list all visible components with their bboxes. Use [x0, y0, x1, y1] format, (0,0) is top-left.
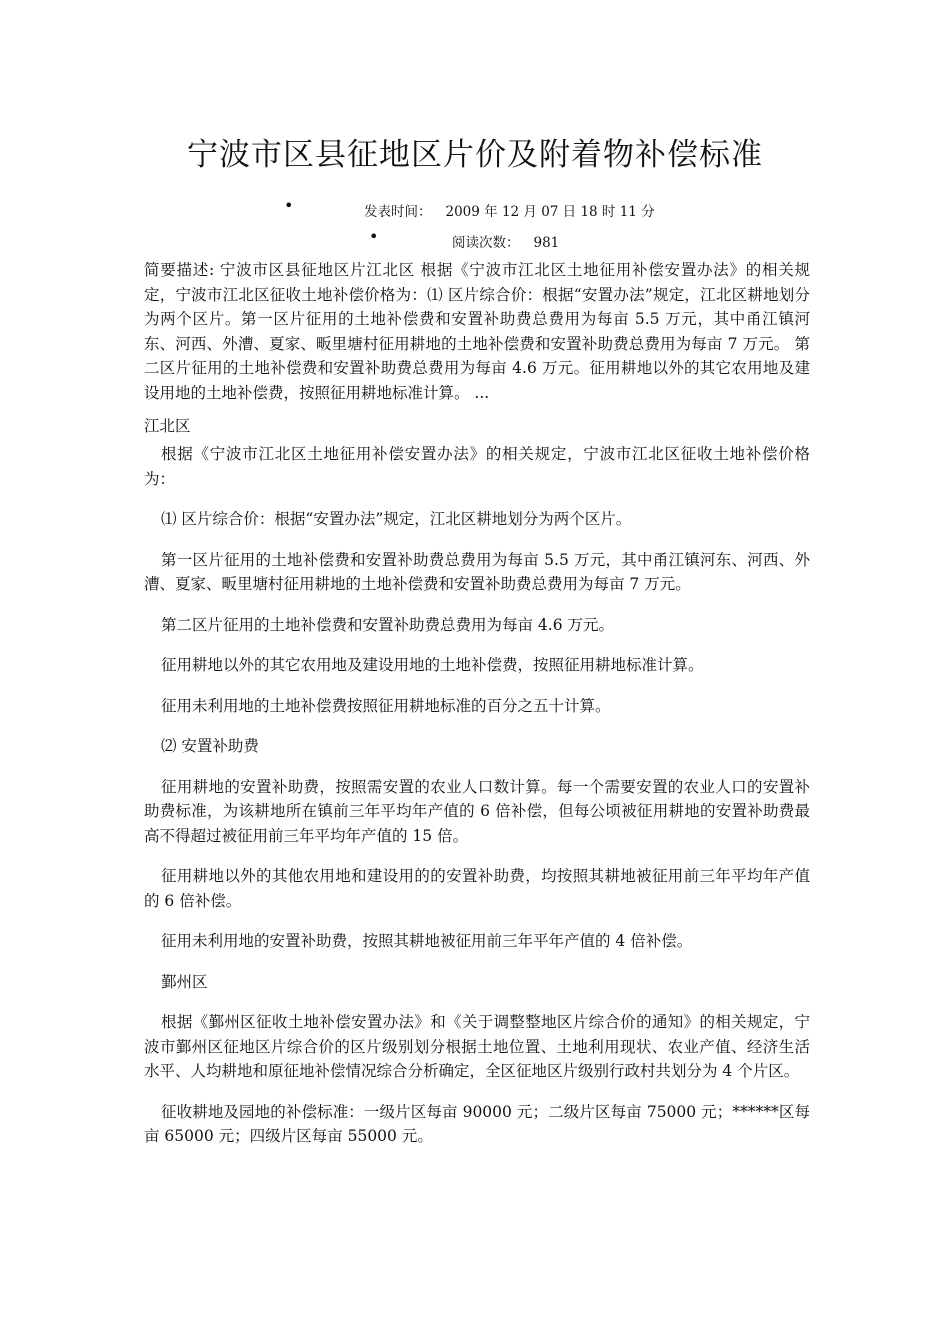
read-count-value: 981 [533, 235, 560, 251]
paragraph: 征用耕地以外的其他农用地和建设用的的安置补助费，均按照其耕地被征用前三年平均年产值的 6 倍补偿。 [144, 867, 810, 910]
paragraph: 征用未利用地的安置补助费，按照其耕地被征用前三年平年产值的 4 倍补偿。 [161, 932, 693, 950]
read-count-label: 阅读次数： [452, 235, 520, 251]
paragraph: 征用耕地的安置补助费，按照需安置的农业人口数计算。每一个需要安置的农业人口的安置补助费标准，为该耕地所在镇前三年平均年产值的 6 倍补偿，但每公顷被征用耕地的安置补助费最高不得超过被征用前三年平均年产值的 15 倍。 [144, 777, 810, 845]
bullet-icon: • [284, 196, 294, 215]
paragraph: 征收耕地及园地的补偿标准：一级片区每亩 90000 元；二级片区每亩 75000 元；******区每亩 65000 元；四级片区每亩 55000 元。 [144, 1102, 810, 1145]
paragraph: 第一区片征用的土地补偿费和安置补助费总费用为每亩 5.5 万元，其中甬江镇河东、河西、外漕、夏家、畈里塘村征用耕地的土地补偿费和安置补助费总费用为每亩 7 万元。 [144, 550, 810, 593]
paragraph: 根据《鄞州区征收土地补偿安置办法》和《关于调整整地区片综合价的通知》的相关规定，宁波市鄞州区征地区片综合价的区片级别划分根据土地位置、土地利用现状、农业产值、经济生活水平、人均耕地和原征地补偿情况综合分析确定，全区征地区片级别行政村共划分为 4 个片区。 [144, 1013, 810, 1080]
summary-text: 简要描述: 宁波市区县征地区片江北区 根据《宁波市江北区土地征用补偿安置办法》的相关规定，宁波市江北区征收土地补偿价格为：⑴ 区片综合价：根据“安置办法”规定，江北区耕地划分为两个区片。第一区片征用的土地补偿费和安置补助费总费用为每亩 5.5 万元，其中甬江镇河东、河西、外漕、夏家、畈里塘村征用耕地的土地补偿费和安置补助费总费用为每亩 7 万元。 第二区片征用的土地补偿费和安置补助费总费用为每亩 4.6 万元。征用耕地以外的其它农用地及建设用地的土地补偿费，按照征用耕地标准计算。 ... [144, 261, 810, 402]
section-heading-jiangbei: 江北区 [144, 417, 191, 435]
paragraph: 征用耕地以外的其它农用地及建设用地的土地补偿费，按照征用耕地标准计算。 [161, 656, 704, 674]
paragraph: 征用未利用地的土地补偿费按照征用耕地标准的百分之五十计算。 [161, 696, 611, 715]
paragraph: ⑵ 安置补助费 [161, 737, 259, 755]
publish-time-value: 2009 年 12 月 07 日 18 时 11 分 [445, 204, 655, 220]
read-count [452, 231, 559, 251]
document-title: 宁波市区县征地区片价及附着物补偿标准 [187, 136, 763, 173]
publish-time-label: 发表时间： [364, 204, 432, 220]
bullet-icon: • [369, 227, 379, 246]
section-heading-yinzhou: 鄞州区 [161, 972, 208, 991]
publish-time [364, 200, 655, 220]
paragraph: 根据《宁波市江北区土地征用补偿安置办法》的相关规定，宁波市江北区征收土地补偿价格为： [144, 445, 810, 488]
paragraph: ⑴ 区片综合价：根据“安置办法”规定，江北区耕地划分为两个区片。 [161, 510, 632, 528]
article-body [144, 442, 810, 1165]
paragraph: 第二区片征用的土地补偿费和安置补助费总费用为每亩 4.6 万元。 [161, 615, 615, 634]
